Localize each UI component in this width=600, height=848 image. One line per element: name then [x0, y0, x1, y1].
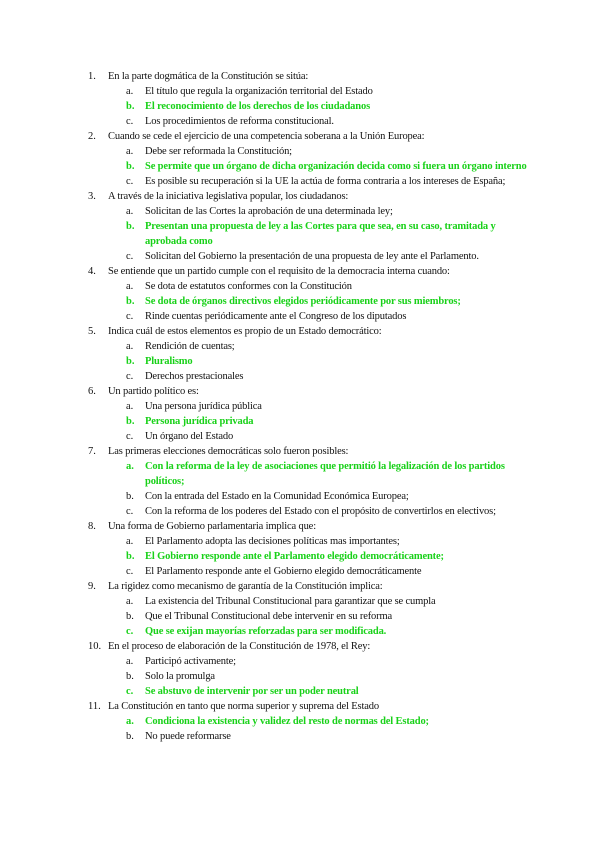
answer-option	[88, 309, 528, 324]
option-text: Rinde cuentas periódicamente ante el Congreso de los diputados	[145, 311, 407, 322]
answer-option	[88, 174, 528, 189]
option-list	[88, 204, 528, 264]
option-letter: a.	[126, 596, 134, 607]
option-text: Un órgano del Estado	[145, 431, 234, 442]
answer-option	[88, 594, 528, 609]
question-text: En el proceso de elaboración de la Constitución de 1978, el Rey:	[108, 641, 371, 652]
option-letter: b.	[126, 161, 135, 172]
question-number: 4.	[88, 266, 96, 277]
answer-option	[88, 144, 528, 159]
question-text: A través de la iniciativa legislativa popular, los ciudadanos:	[108, 191, 349, 202]
answer-option	[88, 609, 528, 624]
correct-answer-option	[88, 624, 528, 639]
answer-option	[88, 729, 528, 744]
option-text: Solo la promulga	[145, 671, 215, 682]
option-letter: c.	[126, 251, 134, 262]
option-letter: a.	[126, 146, 134, 157]
option-letter: a.	[126, 206, 134, 217]
question-list	[88, 69, 528, 744]
option-letter: b.	[126, 296, 135, 307]
question-item	[88, 519, 528, 579]
option-letter: a.	[126, 536, 134, 547]
answer-option	[88, 564, 528, 579]
option-letter: c.	[126, 506, 134, 517]
option-text: Solicitan del Gobierno la presentación de una propuesta de ley ante el Parlamento.	[145, 251, 479, 262]
option-letter: b.	[126, 611, 134, 622]
option-text: Con la entrada del Estado en la Comunidad Económica Europea;	[145, 491, 409, 502]
question-number: 3.	[88, 191, 96, 202]
question-item	[88, 129, 528, 189]
option-text: Rendición de cuentas;	[145, 341, 235, 352]
answer-option	[88, 669, 528, 684]
option-text: No puede reformarse	[145, 731, 231, 742]
option-list	[88, 144, 528, 189]
option-text: Condiciona la existencia y validez del resto de normas del Estado;	[145, 716, 429, 727]
answer-option	[88, 339, 528, 354]
option-letter: c.	[126, 116, 134, 127]
option-text: Que se exijan mayorías reforzadas para ser modificada.	[145, 626, 387, 637]
option-letter: c.	[126, 371, 134, 382]
answer-option	[88, 654, 528, 669]
option-text: Derechos prestacionales	[145, 371, 244, 382]
option-text: Los procedimientos de reforma constitucional.	[145, 116, 334, 127]
option-text: Presentan una propuesta de ley a las Cortes para que sea, en su caso, tramitada y aprobada como	[145, 221, 496, 247]
correct-answer-option	[88, 459, 528, 489]
answer-option	[88, 114, 528, 129]
option-letter: a.	[126, 461, 134, 472]
option-letter: a.	[126, 656, 134, 667]
question-item	[88, 579, 528, 639]
option-letter: a.	[126, 401, 134, 412]
answer-option	[88, 84, 528, 99]
option-letter: b.	[126, 731, 134, 742]
question-number: 11.	[88, 701, 101, 712]
option-list	[88, 594, 528, 639]
option-letter: b.	[126, 416, 135, 427]
question-item	[88, 189, 528, 264]
question-number: 5.	[88, 326, 96, 337]
option-list	[88, 714, 528, 744]
option-letter: a.	[126, 341, 134, 352]
question-item	[88, 69, 528, 129]
correct-answer-option	[88, 294, 528, 309]
answer-option	[88, 489, 528, 504]
option-letter: b.	[126, 221, 135, 232]
option-text: Es posible su recuperación si la UE la actúa de forma contraria a los intereses de España;	[145, 176, 506, 187]
option-text: Persona jurídica privada	[145, 416, 254, 427]
option-text: Debe ser reformada la Constitución;	[145, 146, 292, 157]
option-text: Se dota de estatutos conformes con la Constitución	[145, 281, 352, 292]
option-list	[88, 339, 528, 384]
answer-option	[88, 399, 528, 414]
option-text: Participó activamente;	[145, 656, 236, 667]
answer-option	[88, 534, 528, 549]
option-list	[88, 459, 528, 519]
correct-answer-option	[88, 159, 528, 174]
correct-answer-option	[88, 99, 528, 114]
question-text: La Constitución en tanto que norma superior y suprema del Estado	[108, 701, 379, 712]
option-list	[88, 654, 528, 699]
question-item	[88, 264, 528, 324]
question-number: 10.	[88, 641, 102, 652]
correct-answer-option	[88, 684, 528, 699]
answer-option	[88, 204, 528, 219]
option-list	[88, 534, 528, 579]
option-letter: a.	[126, 716, 134, 727]
correct-answer-option	[88, 714, 528, 729]
option-letter: b.	[126, 551, 135, 562]
option-text: Pluralismo	[145, 356, 193, 367]
option-text: El Parlamento responde ante el Gobierno elegido democráticamente	[145, 566, 422, 577]
question-text: Se entiende que un partido cumple con el requisito de la democracia interna cuando:	[108, 266, 450, 277]
question-number: 2.	[88, 131, 96, 142]
option-letter: c.	[126, 626, 134, 637]
option-letter: c.	[126, 311, 134, 322]
correct-answer-option	[88, 354, 528, 369]
option-text: Con la reforma de los poderes del Estado con el propósito de convertirlos en electivos;	[145, 506, 496, 517]
option-letter: b.	[126, 101, 135, 112]
answer-option	[88, 369, 528, 384]
answer-option	[88, 504, 528, 519]
question-number: 7.	[88, 446, 96, 457]
option-letter: a.	[126, 281, 134, 292]
option-text: La existencia del Tribunal Constitucional para garantizar que se cumpla	[145, 596, 436, 607]
option-letter: c.	[126, 176, 134, 187]
answer-option	[88, 249, 528, 264]
answer-option	[88, 279, 528, 294]
option-letter: c.	[126, 686, 134, 697]
answer-option	[88, 429, 528, 444]
question-item	[88, 384, 528, 444]
question-text: Cuando se cede el ejercicio de una competencia soberana a la Unión Europea:	[108, 131, 425, 142]
question-number: 8.	[88, 521, 96, 532]
question-text: Una forma de Gobierno parlamentaria implica que:	[108, 521, 316, 532]
option-text: El Gobierno responde ante el Parlamento elegido democráticamente;	[145, 551, 444, 562]
question-item	[88, 444, 528, 519]
question-text: Un partido político es:	[108, 386, 199, 397]
option-letter: b.	[126, 491, 134, 502]
option-letter: b.	[126, 671, 134, 682]
option-letter: a.	[126, 86, 134, 97]
correct-answer-option	[88, 219, 528, 249]
option-text: El título que regula la organización territorial del Estado	[145, 86, 373, 97]
question-number: 6.	[88, 386, 96, 397]
option-text: El Parlamento adopta las decisiones políticas mas importantes;	[145, 536, 400, 547]
question-item	[88, 699, 528, 744]
option-list	[88, 399, 528, 444]
option-text: Se dota de órganos directivos elegidos periódicamente por sus miembros;	[145, 296, 461, 307]
option-text: Con la reforma de la ley de asociaciones que permitió la legalización de los partidos políticos;	[145, 461, 505, 487]
option-text: Solicitan de las Cortes la aprobación de una determinada ley;	[145, 206, 393, 217]
option-list	[88, 279, 528, 324]
question-number: 1.	[88, 71, 96, 82]
option-text: Se permite que un órgano de dicha organización decida como si fuera un órgano interno	[145, 161, 527, 172]
option-text: Que el Tribunal Constitucional debe intervenir en su reforma	[145, 611, 393, 622]
option-letter: b.	[126, 356, 135, 367]
option-text: Una persona jurídica pública	[145, 401, 262, 412]
question-text: Indica cuál de estos elementos es propio de un Estado democrático:	[108, 326, 382, 337]
question-text: La rigidez como mecanismo de garantía de la Constitución implica:	[108, 581, 383, 592]
correct-answer-option	[88, 414, 528, 429]
question-text: Las primeras elecciones democráticas solo fueron posibles:	[108, 446, 349, 457]
option-letter: c.	[126, 431, 134, 442]
option-text: El reconocimiento de los derechos de los ciudadanos	[145, 101, 371, 112]
option-list	[88, 84, 528, 129]
question-item	[88, 324, 528, 384]
option-letter: c.	[126, 566, 134, 577]
option-text: Se abstuvo de intervenir por ser un poder neutral	[145, 686, 359, 697]
question-number: 9.	[88, 581, 96, 592]
question-text: En la parte dogmática de la Constitución se sitúa:	[108, 71, 309, 82]
question-item	[88, 639, 528, 699]
correct-answer-option	[88, 549, 528, 564]
